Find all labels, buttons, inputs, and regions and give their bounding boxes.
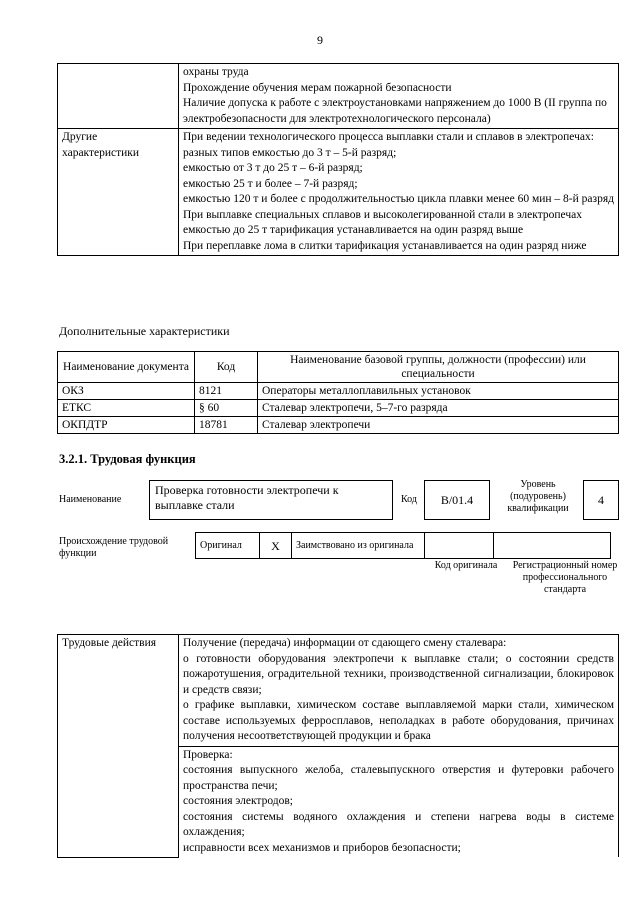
cell: ОКПДТР [58, 417, 195, 434]
text-line: емкостью 25 т и более – 7-й разряд; [183, 177, 358, 190]
table-row [58, 417, 619, 434]
original-label: Оригинал [196, 533, 260, 559]
text-line: состояния выпускного желоба, сталевыпускного отверстия и футеровки рабочего пространства печи; [183, 764, 614, 792]
code-original-label: Код оригинала [434, 560, 498, 571]
text-line: охраны труда [183, 66, 249, 78]
level-label: Уровень (подуровень) квалификации [507, 479, 569, 514]
code-original-cell [425, 533, 494, 559]
text-line: При переплавке лома в слитки тарификация устанавливается на один разряд ниже [183, 239, 587, 252]
text-line: При ведении технологического процесса выплавки стали и сплавов в электропечах: [183, 131, 594, 143]
code-label: Код [401, 494, 417, 505]
cell: ЕТКС [58, 400, 195, 417]
text-line: емкостью 120 т и более с продолжительностью цикла плавки менее 60 мин – 8-й разряд [183, 193, 614, 205]
function-name-value: Проверка готовности электропечи к выплавке стали [149, 480, 393, 520]
header-doc-name: Наименование документа [58, 352, 195, 383]
text-line: Получение (передача) информации от сдающего смену сталевара: [183, 637, 507, 649]
table-row [58, 400, 619, 417]
text-line: о готовности оборудования электропечи к выплавке стали; о состоянии средств пожаротушения, оградительной техники, производственной сигнализации, блокировок и средств связи; [183, 652, 614, 696]
section-title: 3.2.1. Трудовая функция [59, 452, 196, 466]
text-line: разных типов емкостью до 3 т – 5-й разряд; [183, 146, 397, 159]
table-row [58, 129, 619, 256]
reg-number-cell [494, 533, 611, 559]
cell: Сталевар электропечи [258, 417, 619, 434]
level-value: 4 [583, 480, 619, 520]
text-line: состояния электродов; [183, 795, 293, 807]
cell: Операторы металлоплавильных установок [258, 383, 619, 400]
extra-characteristics-table [57, 351, 619, 434]
row-label: Трудовые действия [58, 635, 179, 858]
text-line: Наличие допуска к работе с электроустановками напряжением до 1000 В (II группа по электробезопасности для электротехнологического персонала) [183, 97, 607, 125]
table-row [196, 533, 611, 559]
text-line: исправности всех механизмов и приборов безопасности; [183, 841, 461, 854]
row-label: Другие характеристики [58, 129, 179, 256]
cell: 18781 [195, 417, 258, 434]
extra-characteristics-heading: Дополнительные характеристики [59, 324, 230, 338]
table-row [58, 635, 619, 747]
table-row [58, 64, 619, 129]
origin-label: Происхождение трудовой функции [59, 536, 169, 559]
function-code-value: B/01.4 [424, 480, 490, 520]
row-label [58, 64, 179, 129]
table-header-row [58, 352, 619, 383]
name-label: Наименование [59, 494, 122, 505]
text-line: Прохождение обучения мерам пожарной безопасности [183, 81, 452, 94]
text-line: емкостью от 3 т до 25 т – 6-й разряд; [183, 162, 363, 174]
borrowed-label: Заимствовано из оригинала [292, 533, 425, 559]
text-line: состояния системы водяного охлаждения и степени нагрева воды в системе охлаждения; [183, 810, 614, 838]
header-code: Код [195, 352, 258, 383]
text-line: При выплавке специальных сплавов и высоколегированной стали в электропечах емкостью до 25 т тарификация устанавливается на один разряд выше [183, 208, 582, 236]
cell: ОКЗ [58, 383, 195, 400]
cell: § 60 [195, 400, 258, 417]
labor-actions-table [57, 634, 619, 858]
reg-number-label: Регистрационный номер профессионального стандарта [512, 560, 618, 595]
cell: 8121 [195, 383, 258, 400]
page-number: 9 [317, 33, 323, 47]
header-group-name: Наименование базовой группы, должности (профессии) или специальности [258, 352, 619, 383]
table-row [58, 383, 619, 400]
text-line: Проверка: [183, 748, 233, 761]
cell: Сталевар электропечи, 5–7-го разряда [258, 400, 619, 417]
text-line: о графике выплавки, химическом составе выплавляемой марки стали, химическом составе используемых ферросплавов, неполадках в работе оборудования, причинах получения несоответствующей продукции и брака [183, 699, 614, 742]
original-mark: X [260, 533, 292, 559]
characteristics-table [57, 63, 619, 256]
origin-table [195, 532, 611, 559]
